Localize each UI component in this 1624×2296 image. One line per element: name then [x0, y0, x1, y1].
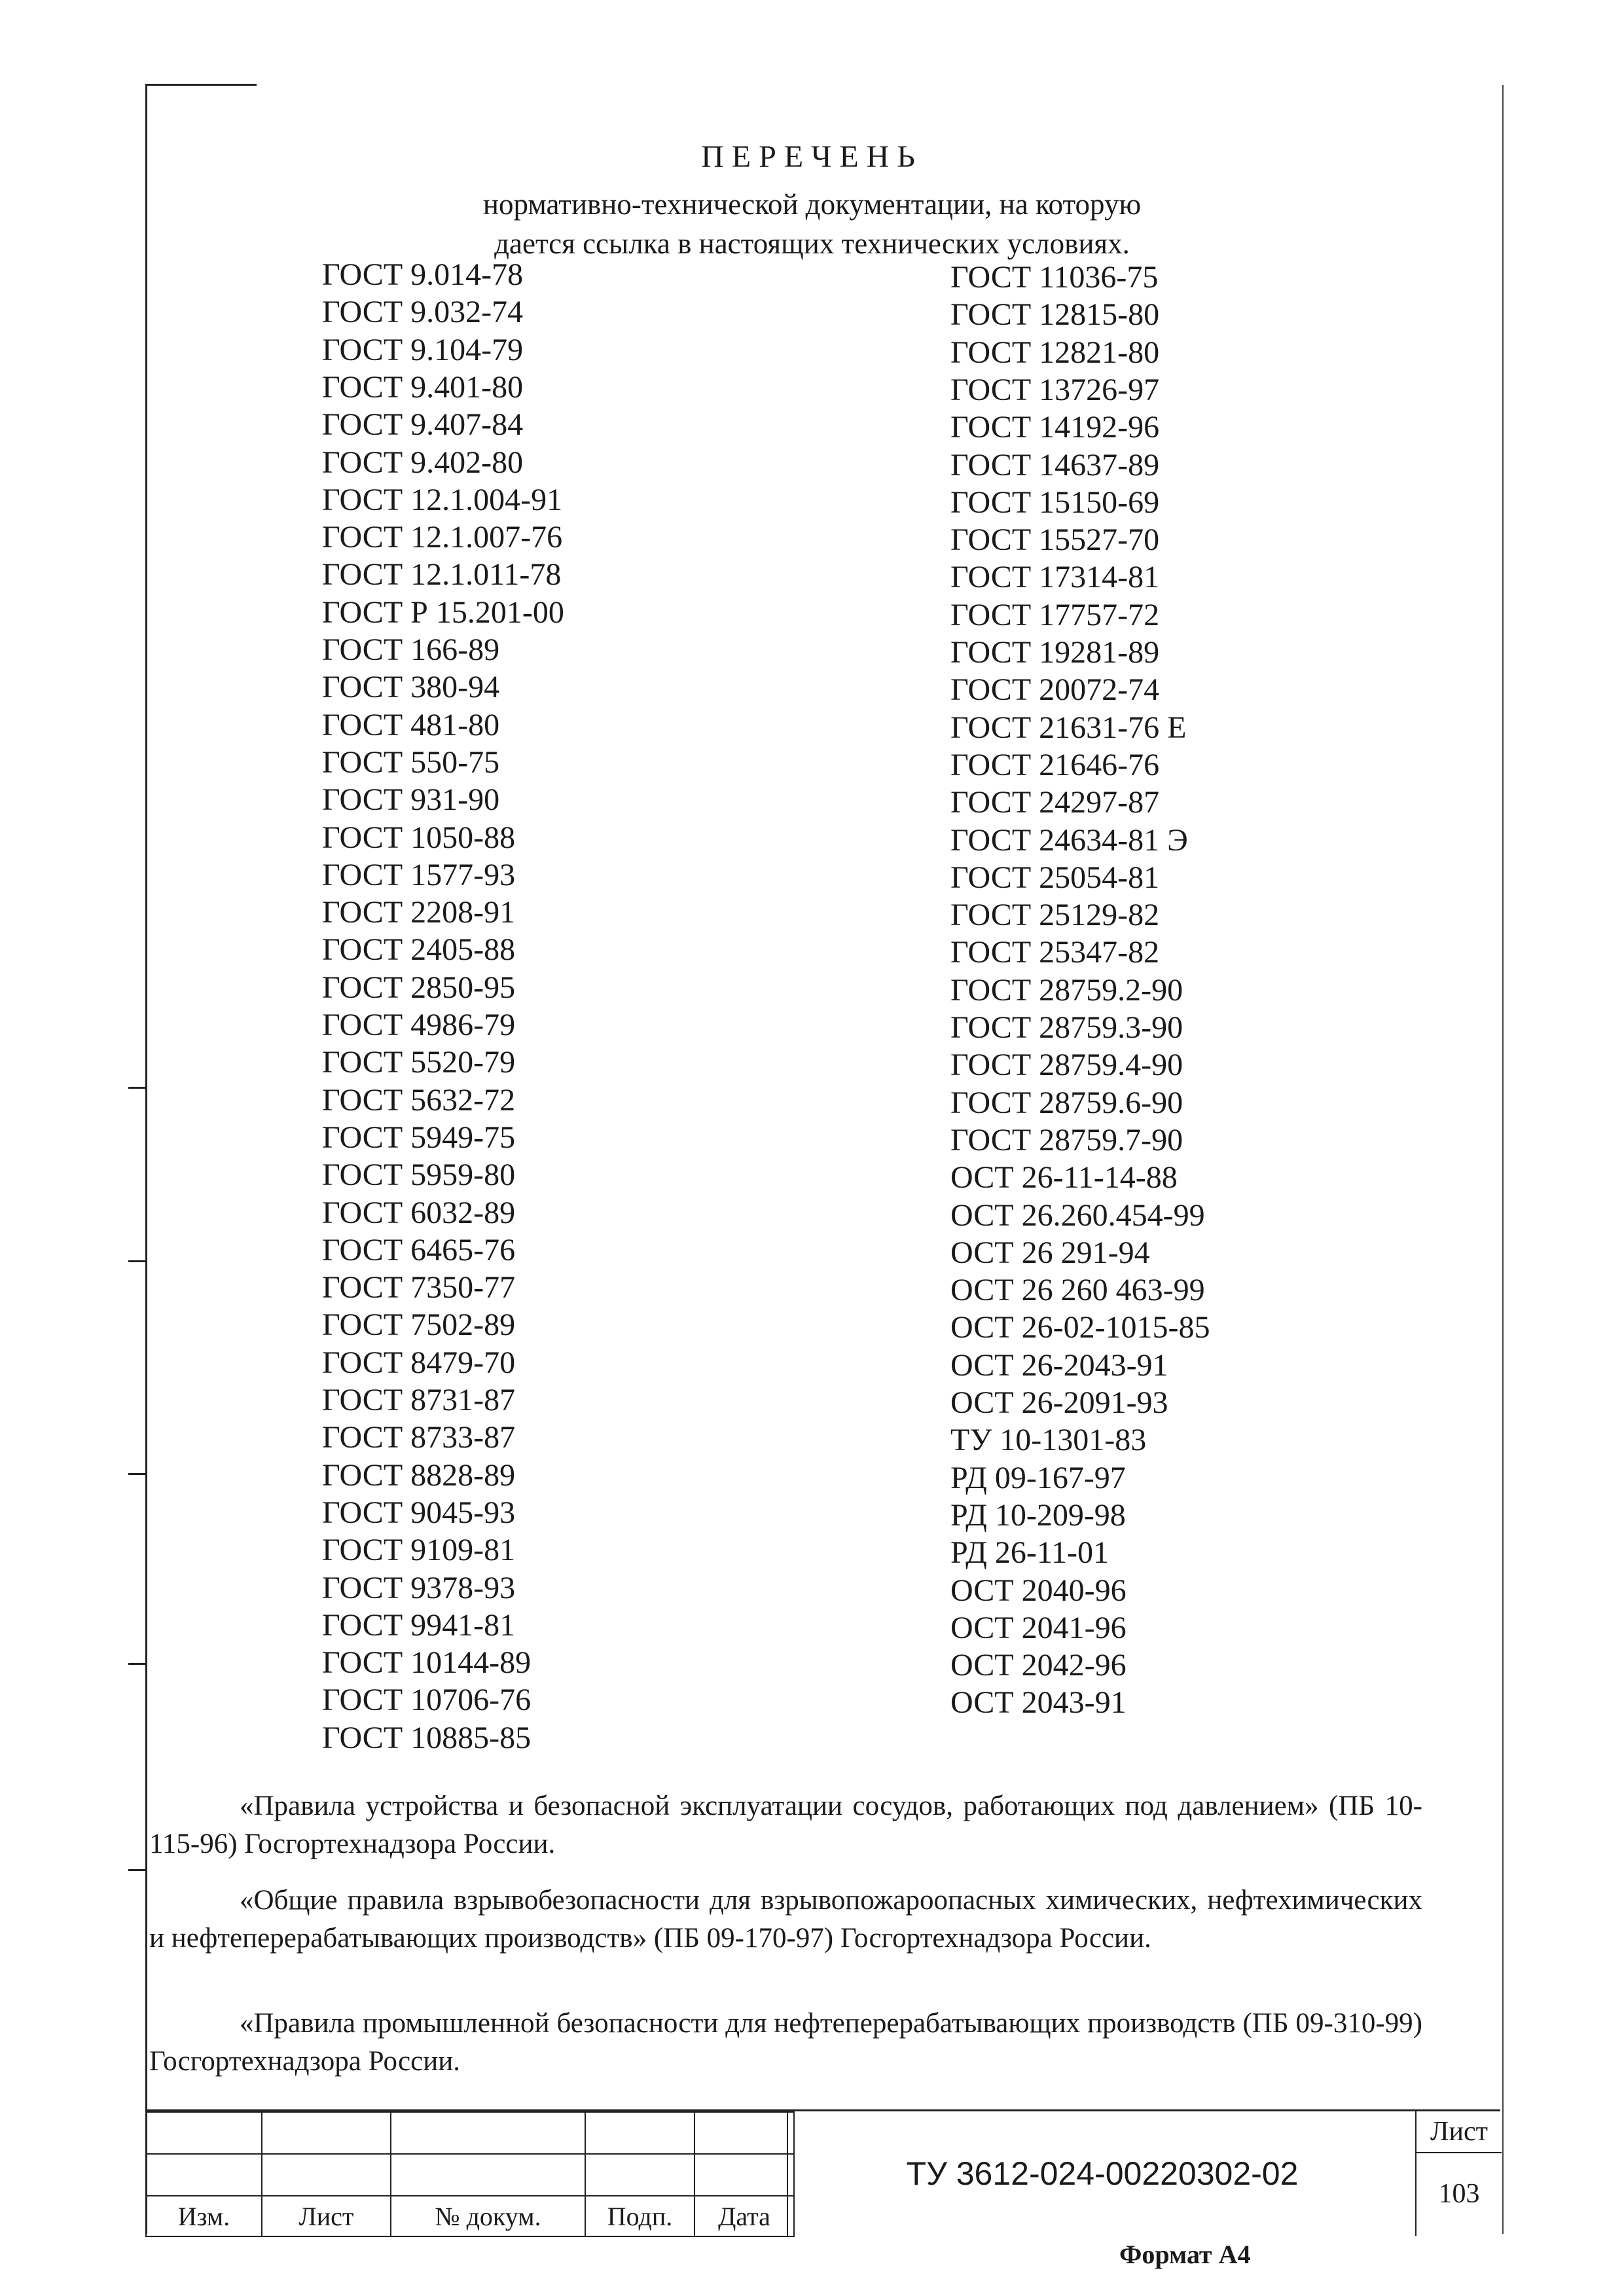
- standard-reference: ГОСТ 15527-70: [950, 522, 1160, 558]
- standard-reference: ГОСТ 9045-93: [322, 1495, 516, 1530]
- standard-reference: ГОСТ 7350-77: [322, 1270, 516, 1305]
- standard-reference: ГОСТ 4986-79: [322, 1008, 516, 1042]
- paper-format: Формат А4: [1119, 2240, 1251, 2269]
- revision-cell: [262, 2154, 391, 2196]
- standard-reference: ОСТ 2041-96: [950, 1610, 1127, 1645]
- standard-reference: ГОСТ 9941-81: [322, 1607, 516, 1643]
- standard-reference: ГОСТ 19281-89: [950, 635, 1160, 670]
- standard-reference: ГОСТ 9.402-80: [322, 445, 524, 480]
- label-document-number: № докум.: [391, 2196, 585, 2236]
- revision-cell: [146, 2112, 262, 2154]
- standard-reference: ОСТ 26 260 463-99: [950, 1273, 1205, 1308]
- title-block: [145, 2109, 1500, 2236]
- standard-reference: ОСТ 26 291-94: [950, 1235, 1150, 1270]
- standard-reference: ГОСТ 10144-89: [322, 1645, 532, 1681]
- revision-cell: [146, 2154, 262, 2196]
- standard-reference: ГОСТ 2405-88: [322, 932, 516, 968]
- standard-reference: ГОСТ 25054-81: [950, 860, 1160, 895]
- revision-cell: [585, 2154, 695, 2196]
- regulation-paragraph-2: «Общие правила взрывобезопасности для взрывопожароопасных химических, нефтехимических и нефтеперерабатывающих производств» (ПБ 09-170-97) Госгортехнадзора России.: [149, 1885, 1422, 1954]
- standard-reference: ГОСТ 931-90: [322, 782, 500, 818]
- document-title: ПЕРЕЧЕНЬ: [701, 139, 923, 174]
- standard-reference: ГОСТ 28759.3-90: [950, 1010, 1183, 1045]
- standard-reference: ОСТ 26-02-1015-85: [950, 1310, 1210, 1345]
- standard-reference: ГОСТ 14637-89: [950, 447, 1160, 483]
- standard-reference: ГОСТ 166-89: [322, 632, 500, 667]
- standard-reference: ГОСТ 7502-89: [322, 1307, 516, 1343]
- standard-reference: ГОСТ 25347-82: [950, 935, 1160, 970]
- standard-reference: ГОСТ 15150-69: [950, 484, 1160, 520]
- standard-reference: ГОСТ 17314-81: [950, 560, 1160, 595]
- standard-reference: ГОСТ 12.1.011-78: [322, 557, 562, 592]
- margin-tick: [128, 1663, 147, 1665]
- standard-reference: ГОСТ 5632-72: [322, 1082, 516, 1118]
- revision-cell: [391, 2112, 585, 2154]
- standard-reference: ОСТ 26-11-14-88: [950, 1160, 1178, 1195]
- sheet-number: 103: [1438, 2179, 1480, 2209]
- revision-cell: [585, 2112, 695, 2154]
- standard-reference: ГОСТ 9.032-74: [322, 295, 524, 330]
- standard-reference: ГОСТ 10706-76: [322, 1683, 532, 1718]
- standard-reference: ГОСТ 13726-97: [950, 372, 1160, 407]
- standard-reference: ОСТ 26-2043-91: [950, 1347, 1168, 1383]
- standard-reference: ГОСТ 8731-87: [322, 1383, 516, 1417]
- revision-cell: [391, 2154, 585, 2196]
- label-date: Дата: [695, 2196, 794, 2236]
- standard-reference: ГОСТ 550-75: [322, 744, 500, 780]
- margin-tick: [128, 1260, 147, 1262]
- margin-tick: [128, 1473, 147, 1475]
- margin-tick: [128, 1087, 147, 1089]
- standard-reference: ГОСТ 28759.4-90: [950, 1048, 1183, 1083]
- standard-reference: ГОСТ 5949-75: [322, 1120, 516, 1155]
- standard-reference: ГОСТ 5520-79: [322, 1045, 516, 1080]
- standard-reference: ГОСТ 21631-76 Е: [950, 710, 1187, 745]
- standard-reference: ГОСТ 11036-75: [950, 260, 1159, 295]
- standard-reference: ГОСТ 2850-95: [322, 970, 516, 1005]
- standard-reference: ГОСТ 380-94: [322, 670, 500, 705]
- revision-table: [145, 2111, 795, 2237]
- standard-reference: ОСТ 2042-96: [950, 1648, 1127, 1683]
- standard-reference: ГОСТ 8479-70: [322, 1345, 516, 1380]
- standard-reference: ГОСТ 9.014-78: [322, 257, 524, 292]
- standard-reference: ТУ 10-1301-83: [950, 1423, 1147, 1458]
- standard-reference: ГОСТ 6032-89: [322, 1195, 516, 1230]
- revision-cell: [695, 2112, 794, 2154]
- standard-reference: ГОСТ 12815-80: [950, 297, 1160, 333]
- standard-reference: ГОСТ 24634-81 Э: [950, 822, 1188, 858]
- standard-reference: ГОСТ 25129-82: [950, 898, 1160, 933]
- standard-reference: РД 10-209-98: [950, 1497, 1126, 1533]
- document-subtitle-line-2: дается ссылка в настоящих технических условиях.: [494, 227, 1130, 260]
- standard-reference: ГОСТ 8733-87: [322, 1420, 516, 1455]
- document-subtitle-line-1: нормативно-технической документации, на которую: [482, 188, 1142, 221]
- standard-reference: ОСТ 26-2091-93: [950, 1385, 1168, 1420]
- standard-reference: ГОСТ 28759.2-90: [950, 972, 1183, 1008]
- standard-reference: ГОСТ 12.1.007-76: [322, 520, 563, 555]
- standard-reference: ГОСТ 14192-96: [950, 410, 1160, 445]
- standard-reference: ГОСТ 1577-93: [322, 857, 516, 892]
- standard-reference: ГОСТ 12821-80: [950, 335, 1160, 370]
- label-change: Изм.: [146, 2196, 262, 2236]
- sheet-box: [1415, 2111, 1502, 2236]
- standard-reference: ГОСТ 9.407-84: [322, 407, 524, 443]
- regulation-paragraph-3: «Правила промышленной безопасности для нефтеперерабатывающих производств (ПБ 09-310-99) Госгортехнадзора России.: [149, 2008, 1422, 2077]
- label-sheet: Лист: [262, 2196, 391, 2236]
- standard-reference: ГОСТ 21646-76: [950, 747, 1160, 782]
- standard-reference: ОСТ 2043-91: [950, 1685, 1127, 1721]
- revision-cell: [262, 2112, 391, 2154]
- standard-reference: ГОСТ 24297-87: [950, 785, 1160, 820]
- standard-reference: ГОСТ Р 15.201-00: [322, 594, 564, 630]
- standard-reference: РД 26-11-01: [950, 1535, 1110, 1571]
- revision-cell: [695, 2154, 794, 2196]
- standard-reference: ГОСТ 481-80: [322, 707, 500, 742]
- standard-reference: ГОСТ 8828-89: [322, 1457, 516, 1493]
- standard-reference: ГОСТ 1050-88: [322, 820, 516, 855]
- standard-reference: ОСТ 2040-96: [950, 1573, 1127, 1608]
- standard-reference: ГОСТ 9.104-79: [322, 332, 524, 367]
- standard-reference: РД 09-167-97: [950, 1460, 1126, 1495]
- standard-reference: ГОСТ 20072-74: [950, 672, 1160, 708]
- regulation-paragraph-1: «Правила устройства и безопасной эксплуатации сосудов, работающих под давлением» (ПБ 10-115-96) Госгортехнадзора России.: [149, 1791, 1422, 1859]
- sheet-label: Лист: [1416, 2111, 1502, 2153]
- standard-reference: ГОСТ 28759.7-90: [950, 1122, 1183, 1157]
- standard-reference: ГОСТ 9378-93: [322, 1570, 516, 1605]
- margin-tick: [128, 1869, 147, 1871]
- standard-reference: ГОСТ 9.401-80: [322, 369, 524, 405]
- standard-reference: ГОСТ 28759.6-90: [950, 1085, 1183, 1120]
- standard-reference: ГОСТ 17757-72: [950, 597, 1160, 632]
- standard-reference: ГОСТ 5959-80: [322, 1157, 516, 1193]
- standard-reference: ОСТ 26.260.454-99: [950, 1197, 1205, 1233]
- standard-reference: ГОСТ 6465-76: [322, 1232, 516, 1267]
- standard-reference: ГОСТ 10885-85: [322, 1720, 532, 1755]
- label-signature: Подп.: [585, 2196, 695, 2236]
- standard-reference: ГОСТ 9109-81: [322, 1533, 516, 1568]
- standard-reference: ГОСТ 2208-91: [322, 895, 516, 930]
- document-code: ТУ 3612-024-00220302-02: [787, 2111, 1416, 2236]
- standard-reference: ГОСТ 12.1.004-91: [322, 482, 563, 517]
